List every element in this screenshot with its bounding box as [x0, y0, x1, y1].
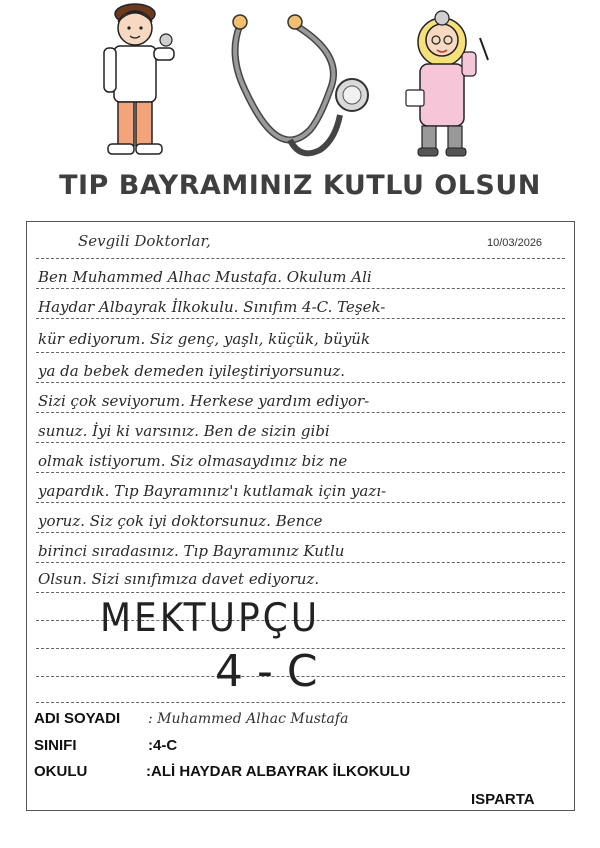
header-illustrations: [0, 0, 600, 170]
ruled-line: [36, 592, 565, 593]
ruled-line: [36, 702, 565, 703]
ruled-line: [36, 562, 565, 563]
ruled-line: [36, 382, 565, 383]
name-value: : Muhammed Alhac Mustafa: [148, 711, 349, 727]
letter-line: olmak istiyorum. Siz olmasaydınız biz ne: [38, 452, 348, 470]
letter-line: yapardık. Tıp Bayramınız'ı kutlamak için yazı-: [38, 482, 387, 500]
letter-line: Haydar Albayrak İlkokulu. Sınıfım 4-C. Teşek-: [38, 298, 386, 316]
letter-line: Olsun. Sizi sınıfımıza davet ediyoruz.: [38, 570, 320, 588]
signature-class: 4-C: [215, 646, 332, 697]
letter-date: 10/03/2026: [487, 237, 543, 249]
letter-greeting: Sevgili Doktorlar,: [78, 232, 211, 250]
ruled-line: [36, 352, 565, 353]
ruled-line: [36, 502, 565, 503]
letter-line: Ben Muhammed Alhac Mustafa. Okulum Ali: [38, 268, 372, 286]
ruled-line: [36, 258, 565, 259]
school-label: OKULU: [34, 763, 88, 780]
letter-line: yoruz. Siz çok iyi doktorsunuz. Bence: [38, 512, 323, 530]
ruled-line: [36, 472, 565, 473]
ruled-line: [36, 532, 565, 533]
letter-line: kür ediyorum. Siz genç, yaşlı, küçük, büyük: [38, 330, 371, 348]
ruled-line: [36, 442, 565, 443]
school-value: :ALİ HAYDAR ALBAYRAK İLKOKULU: [146, 763, 411, 780]
ruled-line: [36, 412, 565, 413]
class-value: :4-C: [148, 737, 178, 754]
city-label: ISPARTA: [471, 791, 535, 808]
class-label: SINIFI: [34, 737, 77, 754]
letter-line: birinci sıradasınız. Tıp Bayramınız Kutlu: [38, 542, 345, 560]
letter-line: ya da bebek demeden iyileştiriyorsunuz.: [38, 362, 346, 380]
stethoscope-icon: [233, 15, 368, 153]
letter-line: sunuz. İyi ki varsınız. Ben de sizin gibi: [38, 422, 330, 440]
name-label: ADI SOYADI: [34, 710, 121, 727]
ruled-line: [36, 318, 565, 319]
doctor-boy-icon: [104, 4, 174, 154]
ruled-line: [36, 288, 565, 289]
letter-line: Sizi çok seviyorum. Herkese yardım ediyor-: [38, 392, 370, 410]
doctor-girl-icon: [406, 11, 488, 156]
page-title: TIP BAYRAMINIZ KUTLU OLSUN: [59, 170, 541, 201]
signature: MEKTUPÇU: [100, 595, 321, 642]
